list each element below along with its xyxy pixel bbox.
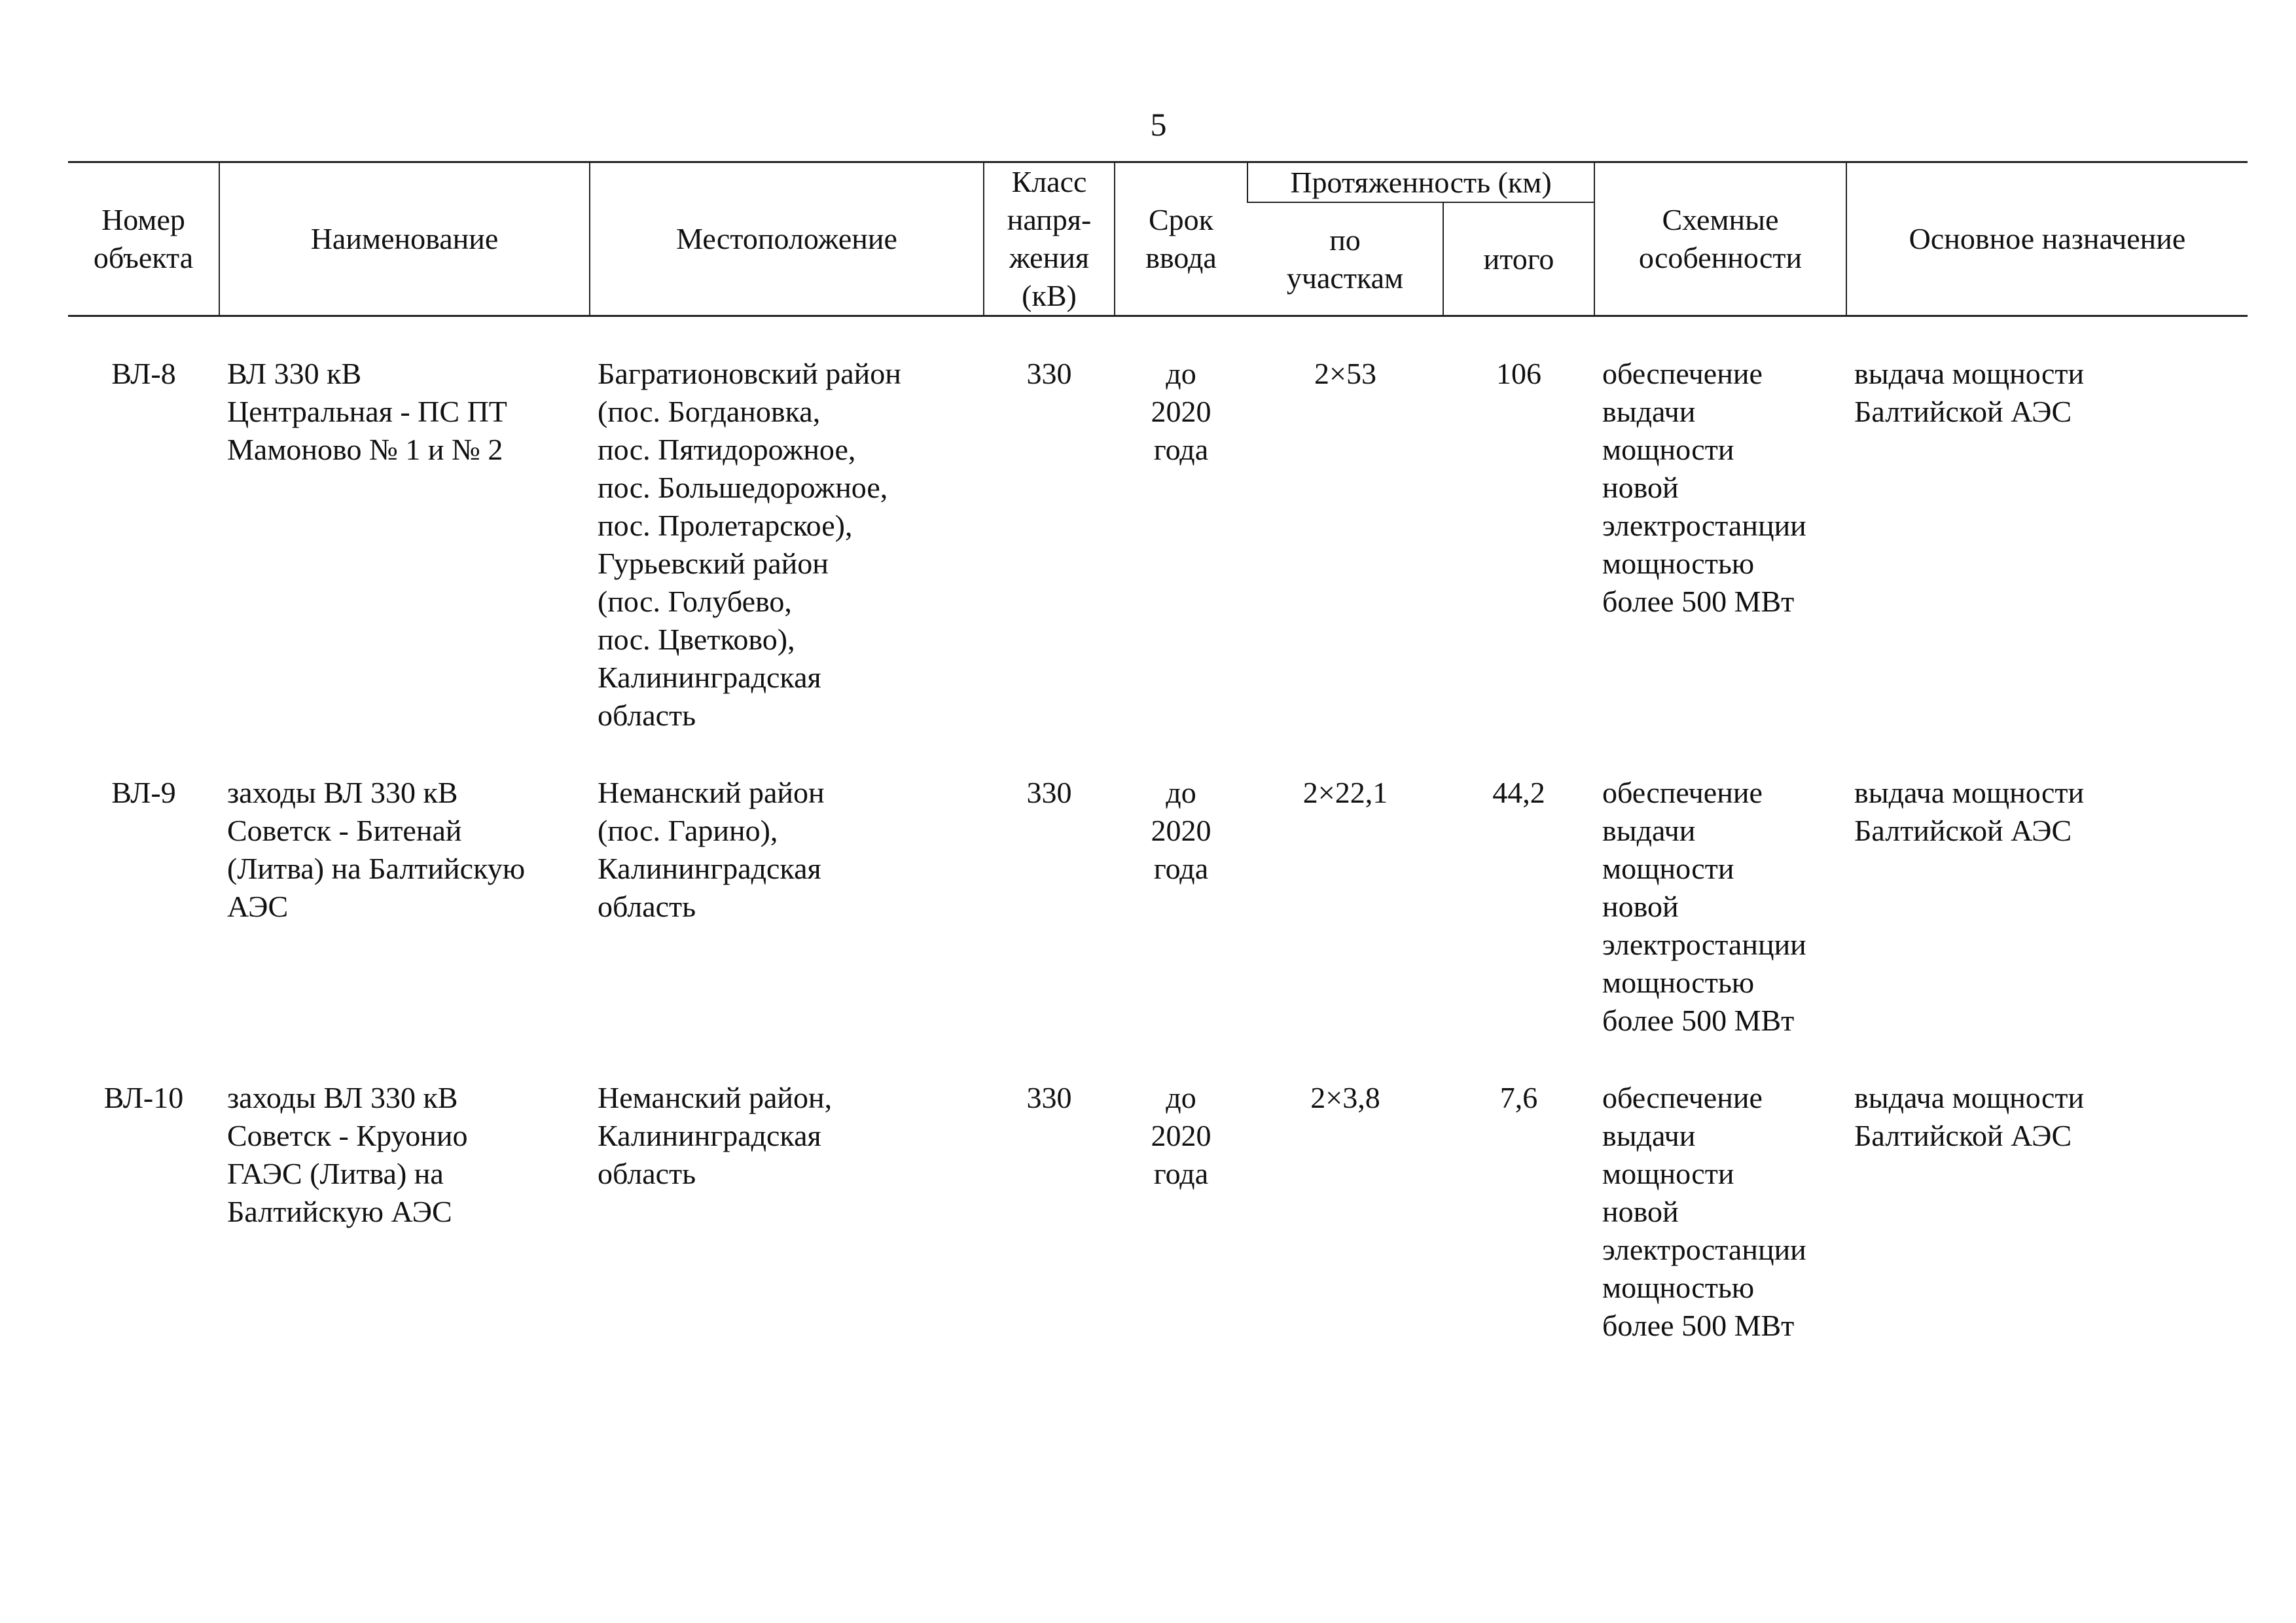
header-name: Наименование bbox=[219, 162, 590, 316]
object-name: ВЛ 330 кВ Центральная - ПС ПТ Мамоново № 1 и № 2 bbox=[227, 357, 507, 466]
object-features: обеспечение выдачи мощности новой электростанции мощностью более 500 МВт bbox=[1602, 357, 1806, 618]
object-voltage: 330 bbox=[1026, 357, 1072, 390]
object-length-total: 106 bbox=[1496, 357, 1541, 390]
header-by-sections: по участкам bbox=[1247, 202, 1443, 316]
object-term: до 2020 года bbox=[1151, 357, 1211, 466]
object-number: ВЛ-10 bbox=[103, 1081, 184, 1114]
header-voltage: Класс напря- жения (кВ) bbox=[984, 162, 1115, 316]
object-purpose: выдача мощности Балтийской АЭС bbox=[1854, 776, 2085, 847]
object-term: до 2020 года bbox=[1151, 776, 1211, 885]
table-row bbox=[68, 774, 2248, 1079]
table-header bbox=[68, 162, 2248, 316]
header-term: Срок ввода bbox=[1115, 162, 1247, 316]
page-number: 5 bbox=[1150, 106, 1167, 143]
object-length-by-sections: 2×22,1 bbox=[1302, 776, 1388, 809]
objects-table bbox=[68, 161, 2248, 1384]
object-length-by-sections: 2×3,8 bbox=[1310, 1081, 1380, 1114]
header-length-group: Протяженность (км) bbox=[1247, 162, 1594, 203]
object-length-by-sections: 2×53 bbox=[1314, 357, 1376, 390]
object-location: Неманский район (пос. Гарино), Калининградская область bbox=[598, 776, 825, 923]
object-purpose: выдача мощности Балтийской АЭС bbox=[1854, 357, 2085, 428]
object-length-total: 44,2 bbox=[1492, 776, 1545, 809]
header-purpose: Основное назначение bbox=[1846, 162, 2248, 316]
object-features: обеспечение выдачи мощности новой электростанции мощностью более 500 МВт bbox=[1602, 1081, 1806, 1342]
header-total: итого bbox=[1443, 202, 1594, 316]
object-location: Багратионовский район (пос. Богдановка, пос. Пятидорожное, пос. Большедорожное, пос. Пролетарское), Гурьевский район (пос. Голубево, пос. Цветково), Калининградская область bbox=[598, 357, 901, 732]
object-name: заходы ВЛ 330 кВ Советск - Круонио ГАЭС (Литва) на Балтийскую АЭС bbox=[227, 1081, 468, 1228]
object-number: ВЛ-9 bbox=[111, 776, 176, 809]
object-term: до 2020 года bbox=[1151, 1081, 1211, 1190]
object-voltage: 330 bbox=[1026, 776, 1072, 809]
table-row bbox=[68, 316, 2248, 775]
table-row bbox=[68, 1079, 2248, 1384]
header-location: Местоположение bbox=[590, 162, 984, 316]
object-voltage: 330 bbox=[1026, 1081, 1072, 1114]
header-number: Номер объекта bbox=[68, 162, 219, 316]
object-location: Неманский район, Калининградская область bbox=[598, 1081, 833, 1190]
header-features: Схемные особенности bbox=[1594, 162, 1846, 316]
object-name: заходы ВЛ 330 кВ Советск - Битенай (Литва) на Балтийскую АЭС bbox=[227, 776, 526, 923]
object-purpose: выдача мощности Балтийской АЭС bbox=[1854, 1081, 2085, 1152]
object-length-total: 7,6 bbox=[1499, 1081, 1538, 1114]
object-number: ВЛ-8 bbox=[111, 357, 176, 390]
object-features: обеспечение выдачи мощности новой электростанции мощностью более 500 МВт bbox=[1602, 776, 1806, 1037]
